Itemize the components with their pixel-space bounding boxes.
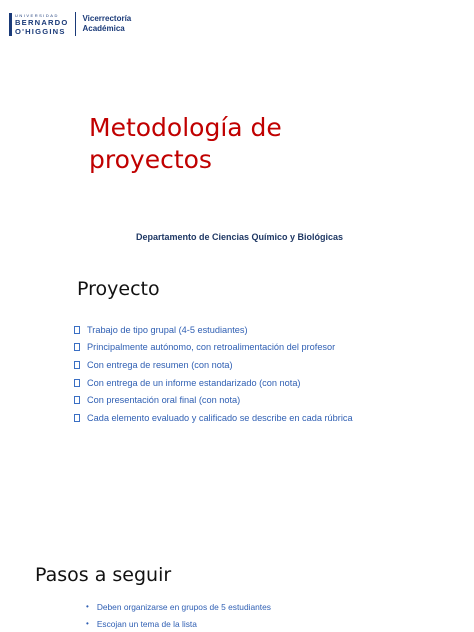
list-item-text: Con entrega de resumen (con nota) — [87, 359, 233, 370]
office-line2: Académica — [82, 24, 125, 33]
dot-bullet-icon: • — [86, 602, 89, 611]
square-bullet-icon — [74, 343, 80, 351]
list-item — [74, 391, 353, 409]
pasos-list — [86, 598, 271, 632]
list-item — [74, 321, 353, 339]
logo-university-label: UNIVERSIDAD — [15, 12, 59, 18]
square-bullet-icon — [74, 396, 80, 404]
list-item-text: Principalmente autónomo, con retroalimentación del profesor — [87, 342, 336, 353]
logo-accent-bar — [9, 13, 12, 36]
logo-name-line2: O'HIGGINS — [15, 26, 66, 36]
office-line1: Vicerrectoría — [82, 14, 132, 23]
list-item — [74, 356, 353, 374]
section-title-pasos: Pasos a seguir — [35, 564, 172, 586]
header-divider — [75, 12, 76, 36]
list-item — [74, 339, 353, 357]
list-item-text: Cada elemento evaluado y calificado se describe en cada rúbrica — [87, 412, 353, 423]
list-item-text: Con presentación oral final (con nota) — [87, 395, 241, 406]
square-bullet-icon — [74, 361, 80, 369]
office-name — [82, 14, 131, 34]
university-logo — [9, 13, 68, 36]
department-name: Departamento de Ciencias Químico y Biológicas — [136, 232, 344, 242]
logo-name-line1: BERNARDO — [15, 17, 69, 27]
list-item-text: Con entrega de un informe estandarizado (con nota) — [87, 377, 301, 388]
section-title-proyecto: Proyecto — [77, 278, 160, 300]
list-item — [86, 615, 271, 632]
list-item-text: Escojan un tema de la lista — [96, 618, 197, 629]
dot-bullet-icon: • — [86, 619, 89, 628]
document-title: Metodología de proyectos — [89, 113, 282, 174]
square-bullet-icon — [74, 379, 80, 387]
logo-text — [15, 13, 68, 36]
square-bullet-icon — [74, 326, 80, 334]
list-item — [74, 409, 353, 427]
proyecto-list — [74, 321, 353, 427]
list-item-text: Deben organizarse en grupos de 5 estudiantes — [96, 601, 271, 612]
list-item — [74, 374, 353, 392]
list-item — [86, 598, 271, 615]
list-item-text: Trabajo de tipo grupal (4-5 estudiantes) — [87, 324, 248, 335]
square-bullet-icon — [74, 414, 80, 422]
header — [9, 10, 131, 38]
